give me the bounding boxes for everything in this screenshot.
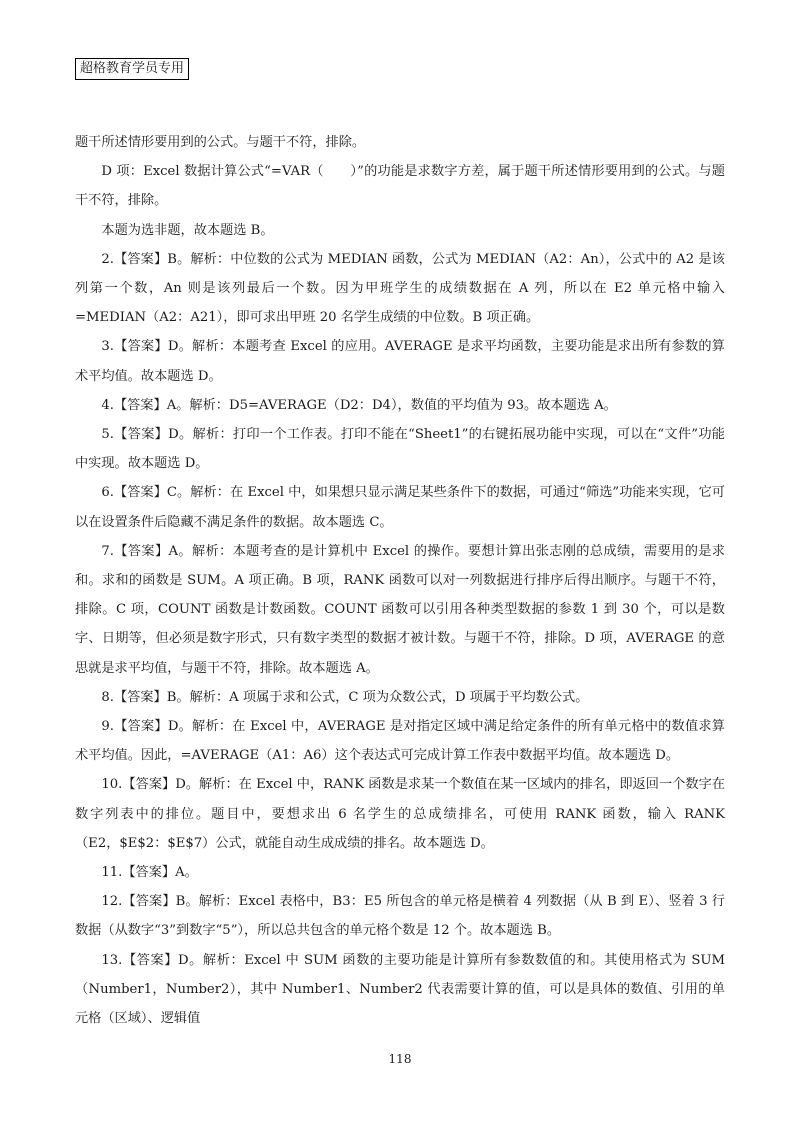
- answer-2: 2.【答案】B。解析：中位数的公式为 MEDIAN 函数，公式为 MEDIAN（A2：An），公式中的 A2 是该列第一个数，An 则是该列最后一个数。因为甲班学生的成绩数据在 A 列，所以在 E2 单元格中输入=MEDIAN（A2：A21），即可求出甲班 20 名学生成绩的中位数。B 项正确。: [75, 251, 725, 326]
- answer-6: 6.【答案】C。解析：在 Excel 中，如果想只显示满足某些条件下的数据，可通过“筛选”功能来实现，它可以在设置条件后隐藏不满足条件的数据。故本题选 C。: [75, 485, 725, 530]
- answer-5: 5.【答案】D。解析：打印一个工作表。打印不能在“Sheet1”的右键拓展功能中实现，可以在“文件”功能中实现。故本题选 D。: [75, 427, 725, 472]
- answer-10: 10.【答案】D。解析：在 Excel 中，RANK 函数是求某一个数值在某一区域内的排名，即返回一个数字在数字列表中的排位。题目中，要想求出 6 名学生的总成绩排名，可使用 RANK 函数，输入 RANK（E2，$E$2：$E$7）公式，就能自动生成成绩的排名。故本题选 D。: [75, 777, 725, 851]
- answer-13: 13.【答案】D。解析：Excel 中 SUM 函数的主要功能是计算所有参数数值的和。其使用格式为 SUM（Number1，Number2），其中 Number1、Number2 代表需要计算的值，可以是具体的数值、引用的单元格（区域）、逻辑值: [75, 952, 725, 1027]
- answer-7: 7.【答案】A。解析：本题考查的是计算机中 Excel 的操作。要想计算出张志刚的总成绩，需要用的是求和。求和的函数是 SUM。A 项正确。B 项，RANK 函数可以对一列数据进行排序后得出顺序。与题干不符，排除。C 项，COUNT 函数是计数函数。COUNT 函数可以引用各种类型数据的参数 1 到 30 个，可以是数字、日期等，但必须是数字形式，只有数字类型的数据才被计数。与题干不符，排除。D 项，AVERAGE 的意思就是求平均值，与题干不符，排除。故本题选 A。: [75, 543, 725, 676]
- page-number: 118: [388, 1052, 412, 1066]
- answer-12: 12.【答案】B。解析：Excel 表格中，B3：E5 所包含的单元格是横着 4 列数据（从 B 到 E）、竖着 3 行数据（从数字“3”到数字“5”），所以总共包含的单元格个数是 12 个。故本题选 B。: [75, 894, 725, 939]
- paragraph-conclusion: 本题为选非题，故本题选 B。: [101, 222, 274, 238]
- body-text: [75, 128, 725, 1033]
- paragraph-option-d: D 项：Excel 数据计算公式“=VAR（ ）”的功能是求数字方差，属于题干所述情形要用到的公式。与题干不符，排除。: [75, 164, 725, 209]
- answer-4: 4.【答案】A。解析：D5=AVERAGE（D2：D4），数值的平均值为 93。故本题选 A。: [101, 397, 617, 413]
- paragraph-continuation: 题干所述情形要用到的公式。与题干不符，排除。: [75, 135, 366, 150]
- header-label: 超格教育学员专用: [75, 58, 189, 80]
- answer-11: 11.【答案】A。: [101, 865, 198, 881]
- answer-3: 3.【答案】D。解析：本题考查 Excel 的应用。AVERAGE 是求平均函数，主要功能是求出所有参数的算术平均值。故本题选 D。: [75, 339, 725, 384]
- answer-9: 9.【答案】D。解析：在 Excel 中，AVERAGE 是对指定区域中满足给定条件的所有单元格中的数值求算术平均值。因此，=AVERAGE（A1：A6）这个表达式可完成计算工作表中数据平均值。故本题选 D。: [75, 719, 725, 764]
- answer-8: 8.【答案】B。解析：A 项属于求和公式，C 项为众数公式，D 项属于平均数公式。: [101, 689, 589, 705]
